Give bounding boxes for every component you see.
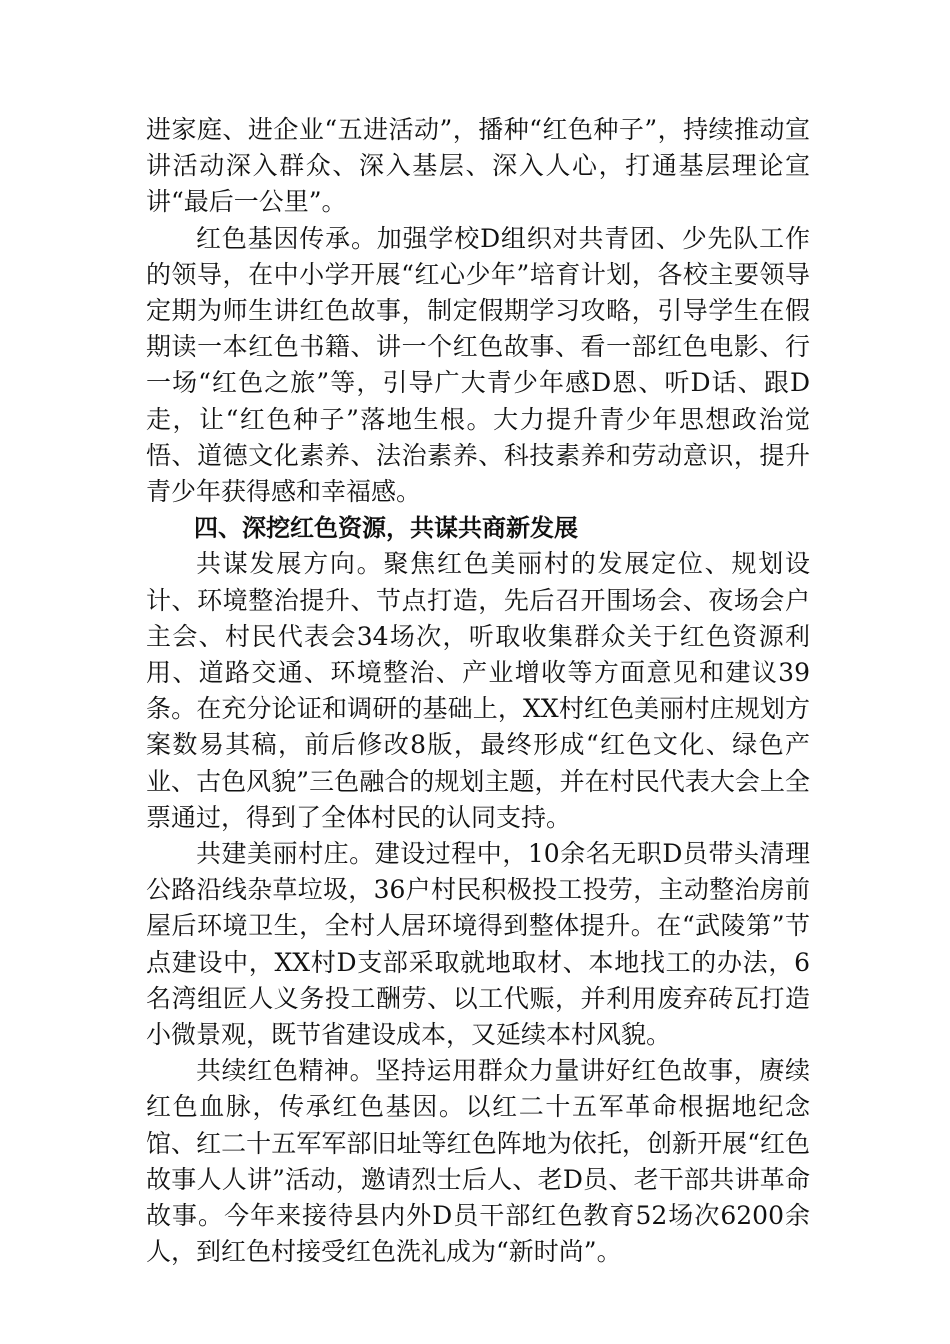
paragraph-red-spirit: 共续红色精神。坚持运用群众力量讲好红色故事，赓续红色血脉，传承红色基因。以红二十五军革命根据地纪念馆、红二十五军军部旧址等红色阵地为依托，创新开展“红色故事人人讲”活动，邀请烈士后人、老D员、老干部共讲革命故事。今年来接待县内外D员干部红色教育52场次6200余人，到红色村接受红色洗礼成为“新时尚”。	[146, 1056, 810, 1267]
paragraph-red-gene: 红色基因传承。加强学校D组织对共青团、少先队工作的领导，在中小学开展“红心少年”培育计划，各校主要领导定期为师生讲红色故事，制定假期学习攻略，引导学生在假期读一本红色书籍、讲一个红色故事、看一部红色电影、行一场“红色之旅”等，引导广大青少年感D恩、听D话、跟D走，让“红色种子”落地生根。大力提升青少年思想政治觉悟、道德文化素养、法治素养、科技素养和劳动意识，提升青少年获得感和幸福感。	[146, 223, 810, 507]
document-body	[146, 112, 810, 1271]
paragraph-continuation: 进家庭、进企业“五进活动”，播种“红色种子”，持续推动宣讲活动深入群众、深入基层、深入人心，打通基层理论宣讲“最后一公里”。	[146, 115, 810, 217]
paragraph-development-direction: 共谋发展方向。聚焦红色美丽村的发展定位、规划设计、环境整治提升、节点打造，先后召开围场会、夜场会户主会、村民代表会34场次，听取收集群众关于红色资源利用、道路交通、环境整治、产业增收等方面意见和建议39条。在充分论证和调研的基础上，XX村红色美丽村庄规划方案数易其稿，前后修改8版，最终形成“红色文化、绿色产业、古色风貌”三色融合的规划主题，并在村民代表大会上全票通过，得到了全体村民的认同支持。	[146, 549, 810, 832]
section-heading-4: 四、深挖红色资源，共谋共商新发展	[194, 514, 578, 543]
paragraph-beautiful-village: 共建美丽村庄。建设过程中，10余名无职D员带头清理公路沿线杂草垃圾，36户村民积极投工投劳，主动整治房前屋后环境卫生，全村人居环境得到整体提升。在“武陵第”节点建设中，XX村D支部采取就地取材、本地找工的办法，6名湾组匠人义务投工酬劳、以工代赈，并利用废弃砖瓦打造小微景观，既节省建设成本，又延续本村风貌。	[146, 839, 810, 1050]
